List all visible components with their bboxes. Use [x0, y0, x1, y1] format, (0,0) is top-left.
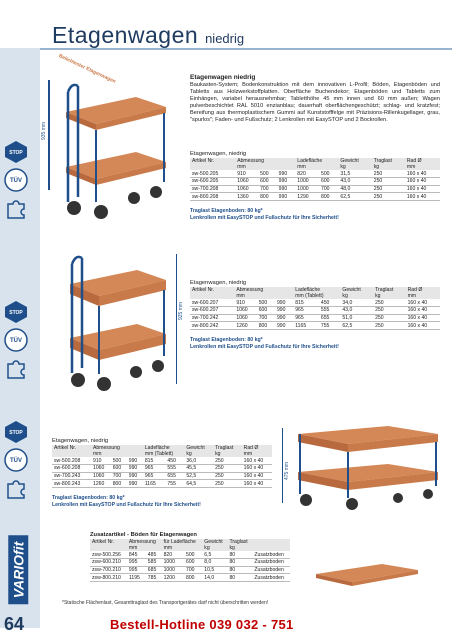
height-dimension-label: 925 mm	[178, 301, 184, 320]
table-cell: 62,5	[338, 193, 371, 201]
table-cell: 51,0	[340, 314, 373, 322]
table-cell: 250	[373, 322, 405, 330]
table-cell: 600	[184, 559, 202, 567]
footnote: *Statische Flächenlast, Gesamttraglast des Transportgerätes darf nicht überschritten werden!	[62, 600, 269, 606]
col-header: Gewicht	[202, 539, 227, 545]
table-cell: Zusatzboden	[252, 566, 290, 574]
col-unit: kg	[338, 164, 371, 170]
tuev-badge-icon	[4, 448, 28, 472]
table-cell: 815	[143, 457, 166, 465]
col-header: Traglast	[213, 445, 242, 451]
table-cell: sw-600.207	[190, 307, 234, 315]
table-cell: 250	[372, 178, 405, 186]
table-cell: 1060	[234, 314, 256, 322]
table-cell: 820	[295, 170, 319, 178]
table-cell: 910	[91, 457, 111, 465]
col-header: Traglast	[373, 287, 405, 293]
table-cell: 64,5	[184, 480, 213, 488]
table-cell: 1165	[293, 322, 319, 330]
height-dimension-line	[282, 428, 283, 503]
table-cell: 1000	[162, 566, 184, 574]
col-header: Traglast	[372, 158, 405, 164]
table-cell: 160 x 40	[406, 322, 440, 330]
table-cell: 990	[127, 457, 143, 465]
puzzle-icon	[4, 196, 28, 220]
table-cell: 1360	[235, 193, 258, 201]
table-cell: 160 x 40	[405, 193, 440, 201]
col-unit: kg	[372, 164, 405, 170]
page-title-sub: niedrig	[205, 31, 245, 46]
table-cell: 36,0	[184, 457, 213, 465]
table-cell: 1060	[235, 185, 258, 193]
table-row	[190, 185, 440, 193]
table-cell: 250	[213, 465, 242, 473]
table-cell: sw-700.242	[190, 314, 234, 322]
brand-logo: VARIOfit	[3, 540, 33, 600]
table-cell: 80	[227, 574, 252, 582]
table-row	[52, 480, 272, 488]
table-cell: 1260	[91, 480, 111, 488]
table-row	[90, 559, 290, 567]
table-cell: 815	[293, 299, 319, 307]
table-cell: 845	[127, 551, 146, 559]
title-underline	[40, 48, 452, 50]
easystop-badge-icon	[4, 420, 28, 444]
col-header: Abmessung	[127, 539, 162, 545]
bestseller-ribbon: Beliebtester Etagenwagen	[57, 53, 117, 85]
table-cell: 800	[111, 480, 127, 488]
table-row	[190, 307, 440, 315]
table-cell: Zusatzboden	[252, 574, 290, 582]
col-header: Abmessung	[91, 445, 143, 451]
table-cell: 1060	[91, 465, 111, 473]
col-unit: mm	[91, 451, 143, 457]
col-header: Gewicht	[338, 158, 371, 164]
col-unit: mm	[405, 164, 440, 170]
col-header: Artikel Nr.	[52, 445, 91, 451]
table-cell: 485	[146, 551, 162, 559]
table-cell: 820	[162, 551, 184, 559]
table-row	[90, 566, 290, 574]
easystop-badge-icon	[4, 300, 28, 324]
height-dimension-line	[176, 254, 177, 384]
table-row	[190, 170, 440, 178]
table-cell: 500	[319, 170, 338, 178]
col-unit: mm (Tablett)	[293, 293, 340, 299]
table-cell: zsw-700.210	[90, 566, 127, 574]
table-cell: 800	[319, 193, 338, 201]
table-cell: 990	[275, 322, 293, 330]
col-unit: kg	[340, 293, 373, 299]
table-cell: sw-600.208	[52, 465, 91, 473]
table-cell: 1165	[143, 480, 166, 488]
table-cell: 800	[257, 322, 275, 330]
table-cell: 990	[127, 465, 143, 473]
table-cell: 500	[184, 551, 202, 559]
table-cell: 160 x 40	[405, 170, 440, 178]
table-cell: sw-600.207	[190, 299, 234, 307]
table-cell: 800	[184, 574, 202, 582]
table-cell: 965	[293, 307, 319, 315]
table-cell: sw-800.208	[190, 193, 235, 201]
table-row	[90, 551, 290, 559]
table-cell: sw-500.205	[190, 170, 235, 178]
table-cell: 80	[227, 559, 252, 567]
table-cell: 910	[235, 170, 258, 178]
col-unit: kg	[213, 451, 242, 457]
table-cell: 965	[293, 314, 319, 322]
table-cell: 34,0	[340, 299, 373, 307]
cart-image-low-trays	[288, 420, 448, 510]
table-cell: sw-700.208	[190, 185, 235, 193]
table-cell: 990	[275, 307, 293, 315]
table-row	[190, 193, 440, 201]
table-cell: Zusatzboden	[252, 551, 290, 559]
table-cell: 14,0	[202, 574, 227, 582]
table-row	[190, 299, 440, 307]
col-unit: kg	[202, 545, 227, 551]
section1-table-title: Etagenwagen, niedrig	[190, 151, 247, 157]
table-cell: 250	[213, 480, 242, 488]
safety-note: Lenkrollen mit EasySTOP und Fußschutz für Ihre Sicherheit!	[52, 501, 201, 508]
section3-table-title: Etagenwagen, niedrig	[52, 438, 109, 444]
table-cell: 250	[372, 170, 405, 178]
table-cell: 990	[277, 185, 296, 193]
table-cell: 1000	[295, 185, 319, 193]
section4-table	[90, 539, 290, 582]
table-cell: Zusatzboden	[252, 559, 290, 567]
section4-table-title: Zusatzartikel - Böden für Etagenwagen	[90, 532, 197, 538]
col-header: Ladefläche	[143, 445, 185, 451]
table-cell: 990	[277, 170, 296, 178]
section1-heading: Etagenwagen niedrig	[190, 74, 256, 81]
table-cell: 910	[234, 299, 256, 307]
easystop-badge-icon	[4, 140, 28, 164]
col-header: Gewicht	[340, 287, 373, 293]
page-number: 64	[4, 614, 25, 634]
table-row	[52, 457, 272, 465]
table-cell: 160 x 40	[405, 178, 440, 186]
table-cell: 1290	[295, 193, 319, 201]
table-row	[190, 314, 440, 322]
table-cell: 31,5	[338, 170, 371, 178]
table-cell: 700	[111, 472, 127, 480]
table-cell: 600	[257, 307, 275, 315]
section3-table	[52, 445, 272, 488]
table-cell: sw-800.243	[52, 480, 91, 488]
table-cell: 685	[146, 566, 162, 574]
col-unit: kg	[227, 545, 252, 551]
table-cell: 990	[127, 472, 143, 480]
table-cell: 990	[275, 299, 293, 307]
col-unit: mm	[162, 545, 203, 551]
table-cell: 700	[258, 185, 277, 193]
table-cell: 1195	[127, 574, 146, 582]
table-cell: 700	[319, 185, 338, 193]
table-cell: 995	[127, 559, 146, 567]
svg-text:STOP: STOP	[9, 310, 23, 316]
table-cell: 785	[146, 574, 162, 582]
table-cell: 80	[227, 566, 252, 574]
section3-notes	[52, 495, 201, 509]
height-dimension-label: 475 mm	[284, 461, 290, 480]
col-header: für Ladefläche	[162, 539, 203, 545]
svg-text:STOP: STOP	[9, 430, 23, 436]
table-cell: 600	[258, 178, 277, 186]
height-dimension-line	[48, 80, 50, 190]
svg-text:TÜV: TÜV	[10, 338, 22, 344]
table-cell: 250	[213, 472, 242, 480]
table-cell: 1000	[162, 559, 184, 567]
table-cell: 43,0	[338, 178, 371, 186]
table-cell: zsw-600.210	[90, 559, 127, 567]
table-cell: 655	[165, 472, 184, 480]
section2-notes	[190, 337, 339, 351]
cart-image-two-shelves	[56, 72, 176, 222]
col-header: Abmessung	[235, 158, 295, 164]
table-cell: 555	[319, 307, 341, 315]
table-cell: sw-800.242	[190, 322, 234, 330]
page-title: Etagenwagen niedrig	[52, 22, 245, 48]
table-row	[190, 178, 440, 186]
table-cell: 1200	[162, 574, 184, 582]
cart-image-trays	[62, 248, 174, 393]
table-cell: 1060	[234, 307, 256, 315]
col-header: Ladefläche	[293, 287, 340, 293]
col-header: Rad Ø	[242, 445, 272, 451]
col-unit: mm	[295, 164, 338, 170]
col-header: Artikel Nr.	[190, 158, 235, 164]
table-cell: 555	[165, 465, 184, 473]
table-cell: 43,0	[340, 307, 373, 315]
puzzle-icon	[4, 356, 28, 380]
table-cell: 250	[373, 314, 405, 322]
load-note: Traglast Etagenboden: 80 kg*	[190, 337, 263, 343]
shelf-board-image	[312, 560, 422, 590]
order-hotline: Bestell-Hotline 039 032 - 751	[110, 617, 294, 632]
table-cell: 965	[143, 465, 166, 473]
table-cell: sw-700.243	[52, 472, 91, 480]
table-cell: 995	[127, 566, 146, 574]
table-cell: 80	[227, 551, 252, 559]
table-cell: 1060	[235, 178, 258, 186]
table-cell: 990	[277, 178, 296, 186]
section1-description: Baukasten-System; Bodenkonstruktion mit dem innovativen L-Profil; Böden, Etagenböden und Tabletts aus Holzwerkstoffplatten. Oberfläche Buchendekor; Etagenböden und Tabletts zum Einhängen, variabel herausnehmbar; Tabletthöhe 45 mm innen und 60 mm außen; Wagen pulverbeschichtet RAL 5010 enzianblau; dauerhaft oberflächengeschützt; schlag- und kratzfest; Bereifung aus thermoplastischem Gummi auf Kunststofffelge mit Präzisions-Rillenkugellager, grau, "spurlos"; Faden- und Fußschutz; 2 Lenkrollen mit EasySTOP und 2 Bockrollen.	[190, 82, 440, 124]
table-cell: sw-500.208	[52, 457, 91, 465]
table-cell: 10,5	[202, 566, 227, 574]
table-cell: 755	[319, 322, 341, 330]
table-cell: 8,0	[202, 559, 227, 567]
svg-text:TÜV: TÜV	[10, 178, 22, 184]
table-cell: 755	[165, 480, 184, 488]
table-cell: 250	[373, 307, 405, 315]
table-cell: 160 x 40	[242, 457, 272, 465]
table-cell: 1060	[91, 472, 111, 480]
table-cell: 450	[165, 457, 184, 465]
table-cell: 250	[372, 185, 405, 193]
table-cell: zsw-800.210	[90, 574, 127, 582]
table-cell: 250	[373, 299, 405, 307]
table-cell: 990	[277, 193, 296, 201]
table-cell: 6,5	[202, 551, 227, 559]
table-cell: 450	[319, 299, 341, 307]
table-cell: 160 x 40	[406, 299, 440, 307]
table-cell: 160 x 40	[405, 185, 440, 193]
col-unit: mm	[127, 545, 162, 551]
table-cell: 500	[257, 299, 275, 307]
table-cell: 990	[127, 480, 143, 488]
table-row	[52, 472, 272, 480]
table-cell: 800	[258, 193, 277, 201]
table-cell: 600	[319, 178, 338, 186]
table-row	[52, 465, 272, 473]
table-cell: 160 x 40	[242, 480, 272, 488]
col-unit: mm (Tablett)	[143, 451, 185, 457]
col-header: Rad Ø	[405, 158, 440, 164]
col-unit: kg	[373, 293, 405, 299]
col-header: Gewicht	[184, 445, 213, 451]
svg-text:STOP: STOP	[9, 150, 23, 156]
table-cell: 600	[111, 465, 127, 473]
col-unit: mm	[242, 451, 272, 457]
tuev-badge-icon	[4, 328, 28, 352]
section2-table-title: Etagenwagen, niedrig	[190, 280, 247, 286]
table-cell: 45,5	[184, 465, 213, 473]
tuev-badge-icon	[4, 168, 28, 192]
col-unit: mm	[406, 293, 440, 299]
puzzle-icon	[4, 476, 28, 500]
table-cell: 160 x 40	[406, 307, 440, 315]
safety-note: Lenkrollen mit EasySTOP und Fußschutz für Ihre Sicherheit!	[190, 343, 339, 350]
table-cell: 500	[258, 170, 277, 178]
col-unit: kg	[184, 451, 213, 457]
table-cell: 250	[213, 457, 242, 465]
col-header: Ladefläche	[295, 158, 338, 164]
section1-table	[190, 158, 440, 201]
col-header: Traglast	[227, 539, 252, 545]
table-cell: 1260	[234, 322, 256, 330]
load-note: Traglast Etagenboden: 80 kg*	[52, 495, 125, 501]
svg-text:TÜV: TÜV	[10, 458, 22, 464]
table-row	[90, 574, 290, 582]
col-header: Abmessung	[234, 287, 293, 293]
table-cell: 700	[184, 566, 202, 574]
table-row	[190, 322, 440, 330]
table-cell: sw-600.205	[190, 178, 235, 186]
col-header: Artikel Nr.	[190, 287, 234, 293]
table-cell: 52,5	[184, 472, 213, 480]
table-cell: 250	[372, 193, 405, 201]
col-header: Artikel Nr.	[90, 539, 127, 545]
safety-note: Lenkrollen mit EasySTOP und Fußschutz für Ihre Sicherheit!	[190, 214, 339, 221]
table-cell: 655	[319, 314, 341, 322]
col-unit: mm	[234, 293, 293, 299]
height-dimension-label: 935 mm	[41, 121, 47, 140]
section2-table	[190, 287, 440, 330]
load-note: Traglast Etagenboden: 80 kg*	[190, 208, 263, 214]
table-cell: 160 x 40	[406, 314, 440, 322]
table-cell: 500	[111, 457, 127, 465]
table-cell: 585	[146, 559, 162, 567]
col-header: Rad Ø	[406, 287, 440, 293]
table-cell: 700	[257, 314, 275, 322]
table-cell: 160 x 40	[242, 465, 272, 473]
table-cell: 990	[275, 314, 293, 322]
table-cell: 48,0	[338, 185, 371, 193]
col-unit: mm	[235, 164, 295, 170]
table-cell: 965	[143, 472, 166, 480]
section1-notes	[190, 208, 339, 222]
table-cell: 160 x 40	[242, 472, 272, 480]
table-cell: 62,5	[340, 322, 373, 330]
table-cell: 1000	[295, 178, 319, 186]
table-cell: zsw-500.256	[90, 551, 127, 559]
